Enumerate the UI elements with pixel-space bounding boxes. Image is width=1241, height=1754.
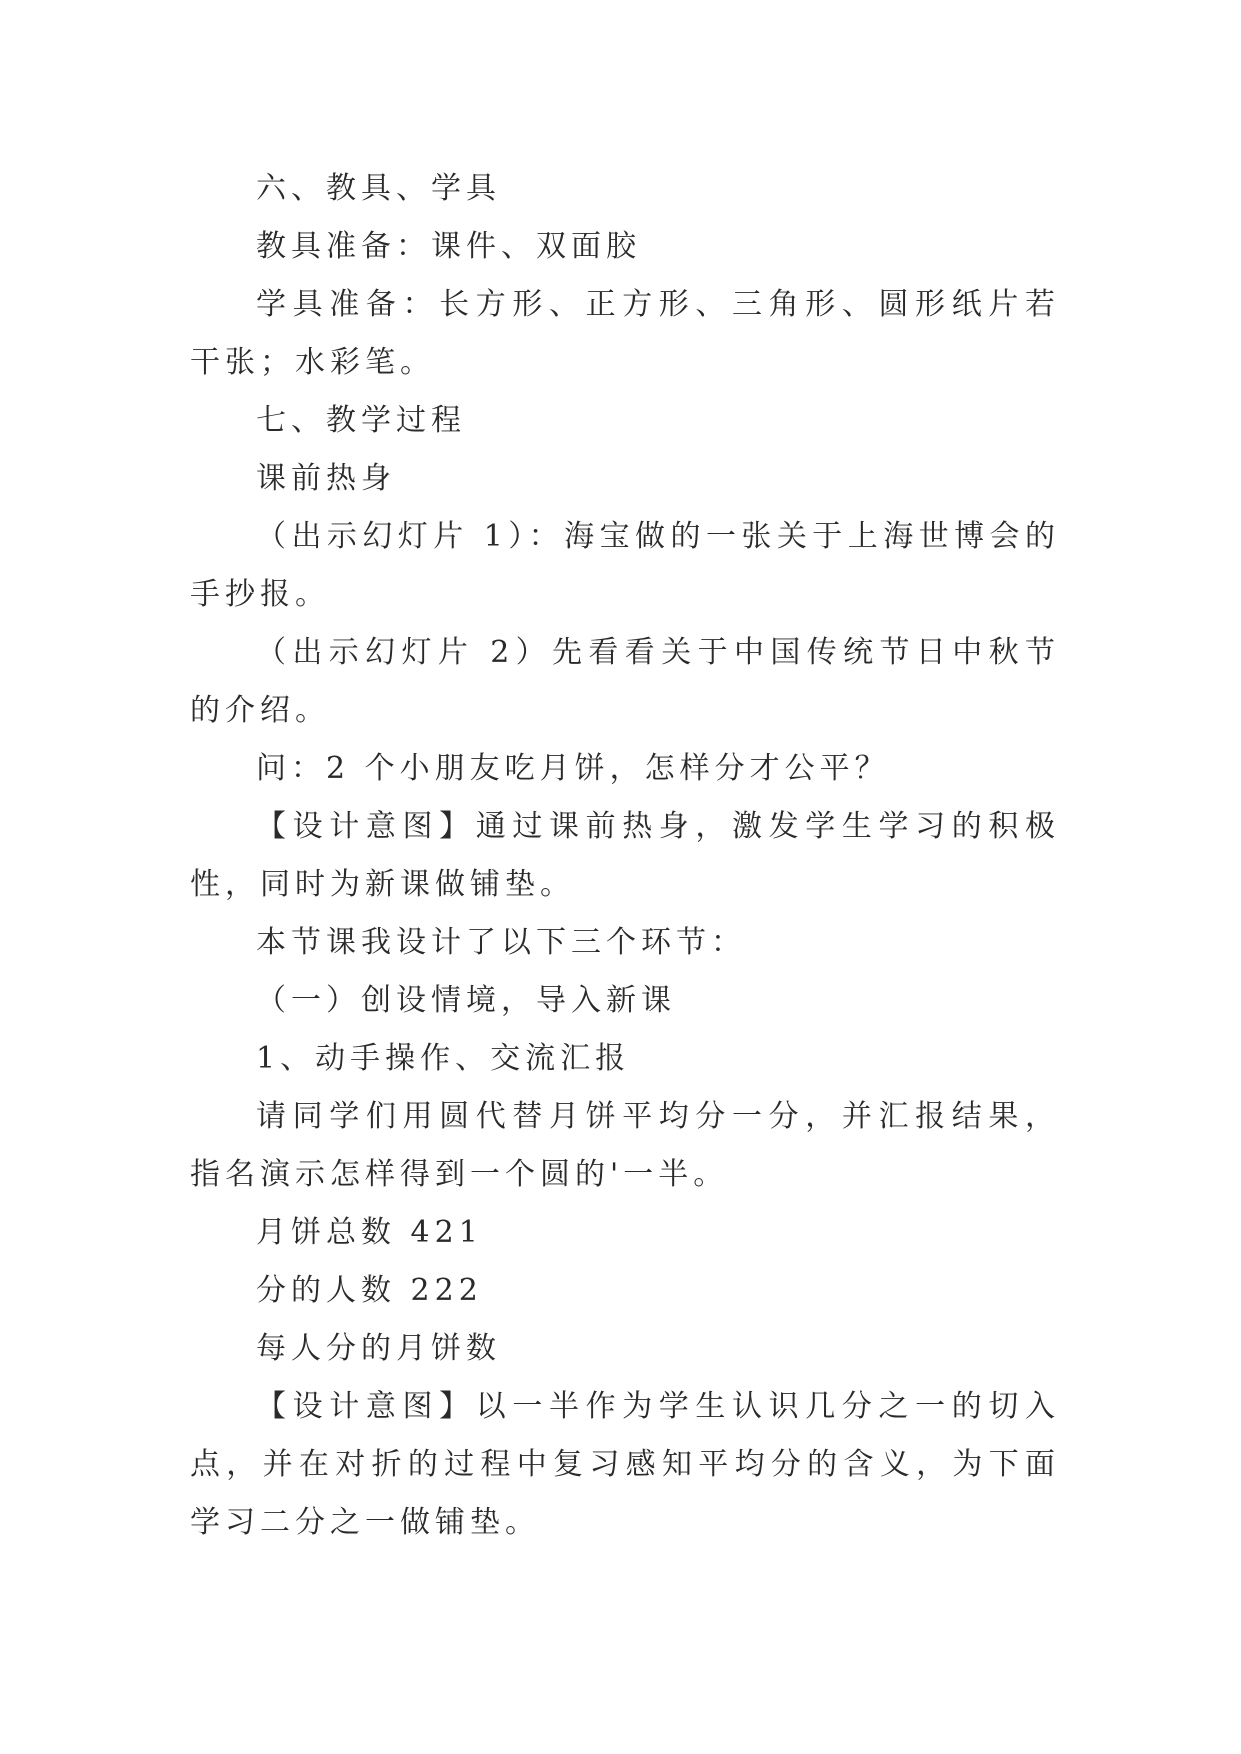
document-body bbox=[190, 160, 1060, 1552]
paragraph-teacher-materials: 教具准备：课件、双面胶 bbox=[256, 229, 641, 264]
paragraph-question: 问：2 个小朋友吃月饼，怎样分才公平？ bbox=[256, 751, 890, 786]
subheading-stage-1: （一）创设情境，导入新课 bbox=[256, 983, 676, 1018]
paragraph-design-intent-2: 【设计意图】以一半作为学生认识几分之一的切入点，并在对折的过程中复习感知平均分的含义，为下面学习二分之一做铺垫。 bbox=[190, 1389, 1060, 1540]
paragraph-design-intent-1: 【设计意图】通过课前热身，激发学生学习的积极性，同时为新课做铺垫。 bbox=[190, 809, 1060, 902]
section-heading-teaching-aids: 六、教具、学具 bbox=[256, 171, 501, 206]
paragraph-student-materials: 学具准备：长方形、正方形、三角形、圆形纸片若干张；水彩笔。 bbox=[190, 287, 1060, 380]
paragraph-circle-division: 请同学们用圆代替月饼平均分一分，并汇报结果，指名演示怎样得到一个圆的'一半。 bbox=[190, 1099, 1060, 1192]
subheading-hands-on: 1、动手操作、交流汇报 bbox=[256, 1041, 631, 1076]
subheading-warm-up: 课前热身 bbox=[256, 461, 396, 496]
section-heading-teaching-process: 七、教学过程 bbox=[256, 403, 466, 438]
paragraph-slide-2: （出示幻灯片 2）先看看关于中国传统节日中秋节的介绍。 bbox=[190, 635, 1060, 728]
paragraph-mooncake-total: 月饼总数 421 bbox=[256, 1215, 483, 1250]
paragraph-three-stages: 本节课我设计了以下三个环节： bbox=[256, 925, 746, 960]
paragraph-people-count: 分的人数 222 bbox=[256, 1273, 483, 1308]
paragraph-per-person: 每人分的月饼数 bbox=[256, 1331, 501, 1366]
paragraph-slide-1: （出示幻灯片 1）：海宝做的一张关于上海世博会的手抄报。 bbox=[190, 519, 1060, 612]
